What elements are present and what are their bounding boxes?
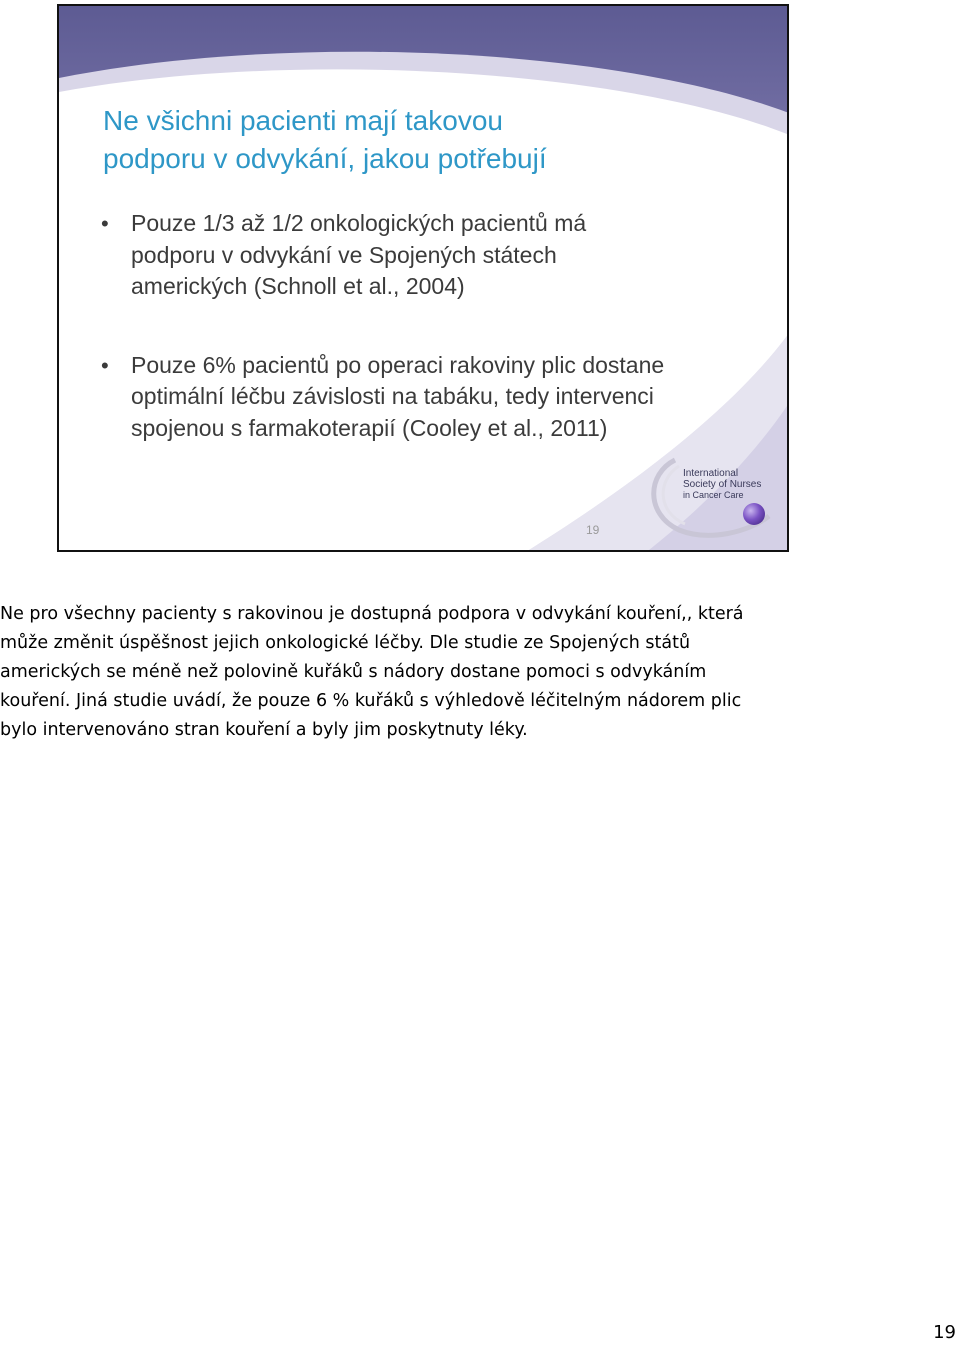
slide-bullet xyxy=(99,350,759,445)
logo-line: Society of Nurses xyxy=(683,479,762,490)
slide-bullet-list xyxy=(99,208,759,444)
slide-thumbnail xyxy=(57,4,789,552)
isncc-logo xyxy=(639,452,779,538)
notes-line: může změnit úspěšnost jejich onkologické léčby. Dle studie ze Spojených států xyxy=(0,633,691,653)
bullet-line: optimální léčbu závislosti na tabáku, tedy intervenci xyxy=(131,383,654,409)
slide-title-line: Ne všichni pacienti mají takovou xyxy=(103,105,503,136)
notes-line: bylo intervenováno stran kouření a byly jim poskytnuty léky. xyxy=(0,720,528,740)
speaker-notes xyxy=(0,600,960,745)
bullet-dot-icon: • xyxy=(101,211,109,236)
bullet-dot-icon: • xyxy=(101,352,109,378)
logo-text xyxy=(683,468,779,501)
notes-line: Ne pro všechny pacienty s rakovinou je dostupná podpora v odvykání kouření,, která xyxy=(0,604,744,624)
slide-title xyxy=(103,102,723,178)
bullet-line: Pouze 1/3 až 1/2 onkologických pacientů má xyxy=(131,210,587,236)
logo-line: International xyxy=(683,468,739,479)
bullet-line: spojenou s farmakoterapií (Cooley et al., 2011) xyxy=(131,414,608,441)
notes-line: amerických se méně než polovině kuřáků s nádory dostane pomoci s odvykáním xyxy=(0,662,707,682)
slide-bullet xyxy=(99,208,759,303)
slide-number: 19 xyxy=(586,523,600,537)
bullet-line: Pouze 6% pacientů po operaci rakoviny plic dostane xyxy=(131,351,665,378)
bullet-line: amerických (Schnoll et al., 2004) xyxy=(131,273,465,299)
logo-line: in Cancer Care xyxy=(683,490,744,500)
page-number: 19 xyxy=(933,1322,956,1343)
globe-icon xyxy=(743,503,765,525)
bullet-line: podporu v odvykání ve Spojených státech xyxy=(131,241,557,268)
notes-line: kouření. Jiná studie uvádí, že pouze 6 % kuřáků s výhledově léčitelným nádorem plic xyxy=(0,691,742,711)
slide-title-line: podporu v odvykání, jakou potřebují xyxy=(103,143,547,174)
